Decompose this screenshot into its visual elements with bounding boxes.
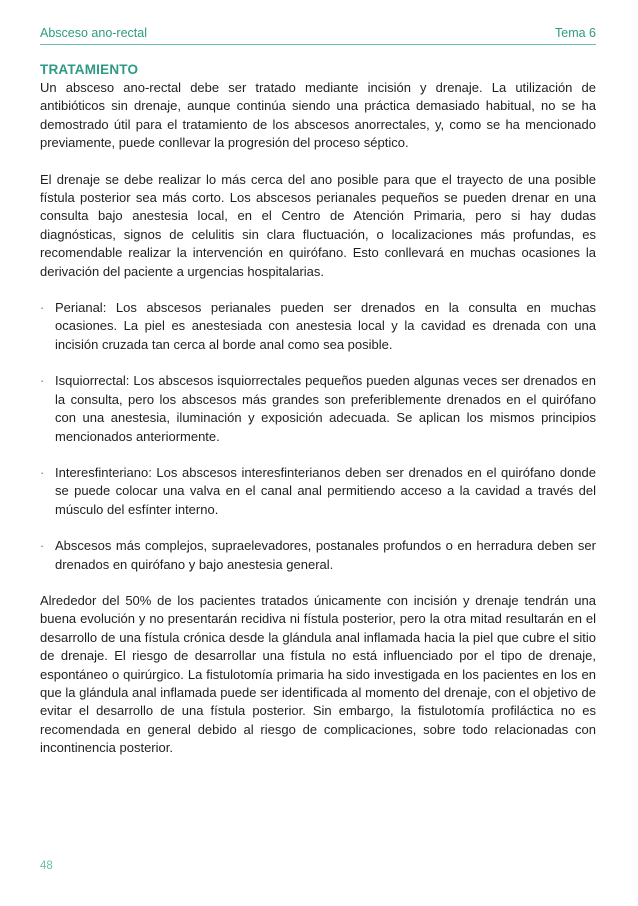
list-item-text: Isquiorrectal: Los abscesos isquiorrectales pequeños pueden algunas veces ser drenados en la consulta, pero los abscesos más grandes son preferiblemente drenados en el quirófano con una anestesia, iluminación y exposición adecuada. Se aplican los mismos principios mencionados anteriormente. (55, 373, 596, 444)
bullet-list (40, 299, 596, 574)
list-item-text: Abscesos más complejos, supraelevadores, postanales profundos o en herradura deben ser drenados en quirófano y bajo anestesia general. (55, 538, 596, 572)
body-paragraph: El drenaje se debe realizar lo más cerca del ano posible para que el trayecto de una posible fístula posterior sea más corto. Los abscesos perianales pequeños se pueden drenar en una consulta bajo anestesia local, en el Centro de Atención Primaria, pero si hay dudas diagnósticas, signos de celulitis sin clara fluctuación, o localizaciones más profundas, es recomendable realizar la intervención en quirófano. Esto conllevará en muchas ocasiones la derivación del paciente a urgencias hospitalarias. (40, 171, 596, 279)
page-body (40, 61, 596, 758)
section-title: TRATAMIENTO (40, 62, 139, 77)
header-chapter-title: Absceso ano-rectal (40, 26, 148, 40)
bullet-icon: · (40, 464, 45, 480)
list-item (40, 299, 596, 354)
body-paragraph: Un absceso ano-rectal debe ser tratado mediante incisión y drenaje. La utilización de antibióticos sin drenaje, aunque continúa siendo una práctica demasiado habitual, no se ha demostrado útil para el tratamiento de los abscesos anorrectales, y, como se ha mencionado previamente, puede conllevar la progresión del proceso séptico. (40, 80, 596, 151)
page-number: 48 (40, 860, 53, 872)
header-topic-number: Tema 6 (555, 26, 596, 40)
bullet-icon: · (40, 538, 45, 554)
list-item-text: Perianal: Los abscesos perianales pueden ser drenados en la consulta en muchas ocasiones. La piel es anestesiada con anestesia local y la cavidad es drenada con una incisión cruzada tan cerca al borde anal como sea posible. (55, 300, 596, 352)
list-item (40, 464, 596, 519)
bullet-icon: · (40, 300, 45, 316)
list-item-text: Interesfinteriano: Los abscesos interesfinterianos deben ser drenados en el quirófano donde se puede colocar una valva en el canal anal permitiendo acceso a la cavidad a través del músculo del esfínter interno. (55, 464, 596, 517)
list-item (40, 537, 596, 574)
page-header (40, 22, 596, 45)
body-paragraph: Alrededor del 50% de los pacientes tratados únicamente con incisión y drenaje tendrán una buena evolución y no presentarán recidiva ni fístula posterior, pero la otra mitad resultarán en el desarrollo de una fístula crónica desde la glándula anal inflamada hacia la piel que cubre el sitio de drenaje. El riesgo de desarrollar una fístula no está influenciado por el tipo de drenaje, espontáneo o quirúrgico. La fistulotomía primaria ha sido investigada en los pacientes en los en que la glándula anal inflamada puede ser identificada al momento del drenaje, con el objetivo de evitar el desarrollo de una fístula posterior. Sin embargo, la fistulotomía profiláctica no es recomendada en general debido al riesgo de complicaciones, sobre todo relacionadas con incontinencia posterior. (40, 592, 596, 756)
bullet-icon: · (40, 373, 45, 389)
list-item (40, 372, 596, 446)
